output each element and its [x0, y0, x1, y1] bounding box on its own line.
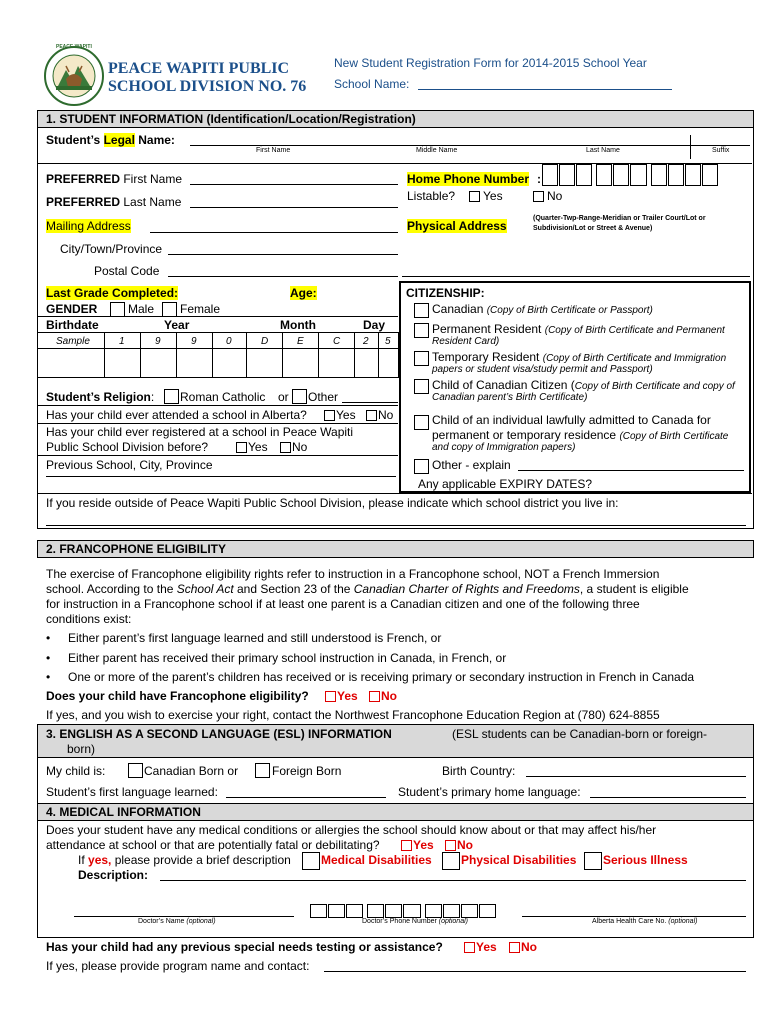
first-language-label: Student’s first language learned: — [46, 785, 218, 799]
registered-question-1: Has your child ever registered at a school in Peace Wapiti — [46, 425, 354, 439]
sample-digit: 9 — [191, 336, 197, 347]
listable-label: Listable? — [407, 189, 456, 203]
first-language-field[interactable] — [226, 785, 386, 798]
child-cc-note-2: Canadian parent’s Birth Certificate) — [432, 392, 588, 403]
legal-name-label — [46, 133, 175, 147]
medical-disabilities-label: Medical Disabilities — [321, 853, 432, 867]
physical-address-field[interactable] — [402, 276, 750, 277]
other-religion-label: Other — [308, 390, 339, 404]
lawful-label-2 — [432, 428, 728, 442]
birthdate-input-cell[interactable] — [141, 349, 175, 377]
age-label: Age: — [290, 286, 317, 300]
birthdate-input-cell[interactable] — [355, 349, 377, 377]
canadian-note: (Copy of Birth Certificate or Passport) — [486, 305, 653, 316]
sample-digit: 5 — [385, 336, 391, 347]
franco-no-checkbox[interactable] — [369, 691, 380, 702]
preferred-first-field[interactable] — [190, 172, 398, 185]
medical-question-2: attendance at school or that are potentially fatal or debilitating? — [46, 838, 380, 852]
health-care-field[interactable] — [522, 916, 746, 917]
doctor-name-optional: (optional) — [186, 918, 216, 925]
franco-p2e: , a student is eligible — [579, 582, 689, 596]
school-name-label: School Name: — [334, 77, 410, 91]
sample-digit: 1 — [119, 336, 125, 347]
first-name-caption: First Name — [256, 147, 291, 154]
section-4-title: 4. MEDICAL INFORMATION — [46, 805, 201, 819]
day-label: Day — [363, 318, 386, 332]
bullet-dot-3: • — [46, 670, 51, 684]
description-field[interactable] — [160, 868, 746, 881]
sample-digit: C — [333, 336, 341, 347]
listable-yes-checkbox[interactable] — [469, 191, 480, 202]
temp-text: Temporary Resident — [432, 350, 540, 364]
preferred-last-b: Last Name — [120, 195, 182, 209]
attended-yes-checkbox[interactable] — [324, 410, 335, 421]
home-language-field[interactable] — [590, 785, 746, 798]
attended-no-checkbox[interactable] — [366, 410, 377, 421]
attended-yes-label: Yes — [336, 408, 356, 422]
description-label: Description: — [78, 868, 149, 882]
canadian-text: Canadian — [432, 302, 484, 316]
child-cc-text: Child of Canadian Citizen ( — [432, 378, 575, 392]
month-label: Month — [280, 318, 316, 332]
franco-p2a: school. According to the — [46, 582, 177, 596]
sample-digit: 2 — [363, 336, 369, 347]
name-divider — [690, 135, 691, 159]
preferred-last-field[interactable] — [190, 195, 398, 208]
sample-digit: 0 — [226, 336, 232, 347]
canadian-born-label: Canadian Born or — [144, 764, 239, 778]
gender-label: GENDER — [46, 302, 98, 316]
doctor-phone-text: Doctor’s Phone Number — [362, 918, 437, 925]
medical-no-checkbox[interactable] — [445, 840, 456, 851]
city-field[interactable] — [168, 242, 398, 255]
my-child-label: My child is: — [46, 764, 106, 778]
pr-label — [432, 322, 725, 336]
gender-divider — [38, 316, 398, 317]
preferred-first-label — [46, 172, 182, 186]
other-religion-checkbox[interactable] — [292, 389, 307, 404]
physical-address-label: Physical Address — [407, 219, 507, 233]
birthdate-input-cell[interactable] — [213, 349, 245, 377]
female-label: Female — [180, 302, 221, 316]
preferred-first-b: First Name — [120, 172, 183, 186]
doctor-name-text: Doctor’s Name — [138, 918, 185, 925]
division-name-line1: PEACE WAPITI PUBLIC — [108, 60, 290, 77]
describe-if: If — [78, 853, 85, 867]
birthdate-label: Birthdate — [46, 318, 99, 332]
preferred-first-a: PREFERRED — [46, 172, 121, 186]
section-3-title: 3. ENGLISH AS A SECOND LANGUAGE (ESL) INFORMATION — [46, 727, 392, 741]
doctor-phone-caption — [362, 918, 468, 925]
year-label: Year — [164, 318, 190, 332]
mailing-address-label: Mailing Address — [46, 219, 131, 233]
franco-yes-label: Yes — [337, 689, 358, 703]
male-label: Male — [128, 302, 155, 316]
other-citizenship-label: Other - explain — [432, 458, 511, 472]
outside-question: If you reside outside of Peace Wapiti Public School Division, please indicate which school district you live in: — [46, 496, 619, 510]
mailing-address-field[interactable] — [150, 218, 398, 233]
health-care-text: Alberta Health Care No. — [592, 918, 667, 925]
lawful-text-2: permanent or temporary residence — [432, 428, 617, 442]
franco-bullet-1: Either parent’s first language learned and still understood is French, or — [68, 631, 442, 645]
home-language-label: Student’s primary home language: — [398, 785, 581, 799]
canadian-label — [432, 302, 653, 316]
temp-note-2: papers or student visa/study permit and Passport) — [432, 364, 653, 375]
section-1-title: 1. STUDENT INFORMATION (Identification/Location/Registration) — [46, 112, 416, 126]
franco-p2 — [46, 582, 689, 596]
registered-divider — [38, 455, 398, 456]
religion-colon: : — [150, 390, 155, 404]
franco-yes-checkbox[interactable] — [325, 691, 336, 702]
doctor-phone-boxes[interactable] — [310, 904, 496, 918]
middle-name-caption: Middle Name — [416, 147, 458, 154]
last-grade-label: Last Grade Completed: — [46, 286, 179, 300]
bullet-dot-2: • — [46, 651, 51, 665]
other-citizenship-field[interactable] — [518, 458, 744, 471]
preferred-last-label — [46, 195, 181, 209]
female-checkbox[interactable] — [162, 302, 177, 317]
temp-note-1: (Copy of Birth Certificate and Immigration — [542, 353, 727, 364]
home-phone-colon: : — [537, 172, 541, 186]
logo-seal-text: PEACE WAPITI — [56, 44, 92, 50]
temp-label — [432, 350, 726, 364]
division-logo — [44, 46, 104, 106]
pr-note-2: Resident Card) — [432, 336, 500, 347]
pr-text: Permanent Resident — [432, 322, 542, 336]
previous-school-field[interactable] — [46, 476, 396, 477]
city-label: City/Town/Province — [60, 242, 163, 256]
program-field[interactable] — [324, 959, 746, 972]
pr-checkbox[interactable] — [414, 323, 429, 338]
sample-digit: 9 — [155, 336, 161, 347]
temp-checkbox[interactable] — [414, 351, 429, 366]
catholic-label: Roman Catholic — [180, 390, 266, 404]
citizenship-title: CITIZENSHIP: — [406, 286, 485, 300]
birthdate-input-cell[interactable] — [319, 349, 353, 377]
describe-text: please provide a brief description — [111, 853, 291, 867]
franco-p2d: Canadian Charter of Rights and Freedoms — [353, 582, 580, 596]
medical-no-label: No — [457, 838, 473, 852]
grid-bottom — [38, 377, 398, 378]
special-needs-question: Has your child had any previous special needs testing or assistance? — [46, 940, 443, 954]
lawful-note-2: and copy of Immigration papers) — [432, 442, 576, 453]
attended-divider — [38, 423, 398, 424]
child-citizen-label — [432, 378, 735, 392]
postal-code-label: Postal Code — [94, 264, 160, 278]
religion-divider — [38, 405, 398, 406]
franco-bullet-2: Either parent has received their primary school instruction in Canada, in French, or — [68, 651, 507, 665]
home-phone-label — [407, 172, 529, 186]
franco-p3: for instruction in a Francophone school if at least one parent is a Canadian citizen and one of the following three — [46, 597, 640, 611]
foreign-born-label: Foreign Born — [272, 764, 342, 778]
other-citizenship-checkbox[interactable] — [414, 459, 429, 474]
special-no-checkbox[interactable] — [509, 942, 520, 953]
program-label: If yes, please provide program name and contact: — [46, 959, 310, 973]
registered-question-2: Public School Division before? — [46, 440, 209, 454]
religion-field[interactable] — [342, 390, 398, 403]
male-checkbox[interactable] — [110, 302, 125, 317]
outside-divider — [38, 493, 752, 494]
postal-code-field[interactable] — [168, 264, 398, 277]
esl-note-1: (ESL students can be Canadian-born or foreign- — [452, 727, 708, 741]
birth-country-field[interactable] — [526, 764, 746, 777]
legal-name-label-a: Student’s — [46, 133, 104, 147]
franco-bullet-3: One or more of the parent’s children has received or is receiving primary or secondary instruction in French in Canada — [68, 670, 695, 684]
catholic-checkbox[interactable] — [164, 389, 179, 404]
sample-label: Sample — [56, 336, 90, 347]
religion-text: Student’s Religion — [46, 390, 151, 404]
doctor-name-field[interactable] — [74, 916, 294, 917]
attended-no-label: No — [378, 408, 394, 422]
previous-school-label: Previous School, City, Province — [46, 458, 213, 472]
legal-name-label-c: Name: — [134, 133, 175, 147]
pr-note-1: (Copy of Birth Certificate and Permanent — [544, 325, 725, 336]
registered-yes-label: Yes — [248, 440, 268, 454]
preferred-last-a: PREFERRED — [46, 195, 121, 209]
bullet-dot-1: • — [46, 631, 51, 645]
franco-p2b: School Act — [176, 582, 234, 596]
registered-no-checkbox[interactable] — [280, 442, 291, 453]
canadian-checkbox[interactable] — [414, 303, 429, 318]
medical-yes-checkbox[interactable] — [401, 840, 412, 851]
school-name-field[interactable] — [418, 76, 672, 90]
franco-p1: The exercise of Francophone eligibility rights refer to instruction in a Francophone school, NOT a French Immersion — [46, 567, 660, 581]
child-cc-note-1: Copy of Birth Certificate and copy of — [574, 381, 735, 392]
serious-illness-label: Serious Illness — [603, 853, 688, 867]
form-title: New Student Registration Form for 2014-2015 School Year — [334, 56, 647, 70]
suffix-caption: Suffix — [712, 147, 730, 154]
or-label: or — [278, 390, 289, 404]
special-yes-label: Yes — [476, 940, 497, 954]
franco-p2c: and Section 23 of the — [233, 582, 354, 596]
special-yes-checkbox[interactable] — [464, 942, 475, 953]
doctor-phone-optional: (optional) — [438, 918, 468, 925]
birthdate-input-cell[interactable] — [105, 349, 139, 377]
listable-no-label: No — [547, 189, 563, 203]
lawful-label-1: Child of an individual lawfully admitted to Canada for — [432, 413, 711, 427]
lawful-note-1: (Copy of Birth Certificate — [619, 431, 729, 442]
franco-question: Does your child have Francophone eligibility? — [46, 689, 309, 703]
esl-note-2: born) — [67, 742, 96, 756]
registered-yes-checkbox[interactable] — [236, 442, 247, 453]
section-2-title: 2. FRANCOPHONE ELIGIBILITY — [46, 542, 227, 556]
last-name-caption: Last Name — [586, 147, 620, 154]
home-phone-text: Home Phone Number — [407, 172, 530, 186]
sample-digit: E — [297, 336, 304, 347]
health-care-caption — [592, 918, 697, 925]
doctor-name-caption — [138, 918, 216, 925]
home-phone-boxes[interactable] — [542, 164, 718, 186]
physical-address-note: (Quarter-Twp-Range-Meridian or Trailer Court/Lot or Subdivision/Lot or Street & Avenue) — [533, 215, 706, 232]
grid-top — [38, 332, 398, 333]
special-no-label: No — [521, 940, 537, 954]
lawful-checkbox[interactable] — [414, 415, 429, 430]
legal-name-label-b: Legal — [103, 133, 135, 147]
child-citizen-checkbox[interactable] — [414, 379, 429, 394]
canadian-born-checkbox[interactable] — [128, 763, 143, 778]
division-name-line2: SCHOOL DIVISION NO. 76 — [108, 78, 307, 95]
outside-field[interactable] — [46, 525, 746, 526]
birthdate-input-cell[interactable] — [247, 349, 281, 377]
foreign-born-checkbox[interactable] — [255, 763, 270, 778]
attended-question: Has your child ever attended a school in Alberta? — [46, 408, 307, 422]
franco-no-label: No — [381, 689, 397, 703]
medical-question-1: Does your student have any medical conditions or allergies the school should know about or that may affect his/her — [46, 823, 657, 837]
birthdate-input-cell[interactable] — [379, 349, 397, 377]
listable-no-checkbox[interactable] — [533, 191, 544, 202]
expiry-label: Any applicable EXPIRY DATES? — [418, 477, 593, 491]
sample-digit: D — [261, 336, 269, 347]
franco-p4: conditions exist: — [46, 612, 132, 626]
physical-disabilities-label: Physical Disabilities — [461, 853, 577, 867]
health-care-optional: (optional) — [668, 918, 698, 925]
listable-yes-label: Yes — [483, 189, 503, 203]
registered-no-label: No — [292, 440, 308, 454]
legal-name-field[interactable] — [190, 135, 750, 146]
describe-ifyes: yes, — [88, 853, 112, 867]
birthdate-input-cell[interactable] — [177, 349, 211, 377]
franco-contact: If yes, and you wish to exercise your right, contact the Northwest Francophone Education Region at (780) 624-8855 — [46, 708, 660, 722]
describe-label — [78, 853, 291, 867]
religion-label — [46, 390, 154, 404]
medical-yes-label: Yes — [413, 838, 434, 852]
birth-country-label: Birth Country: — [442, 764, 516, 778]
birthdate-input-cell[interactable] — [283, 349, 317, 377]
